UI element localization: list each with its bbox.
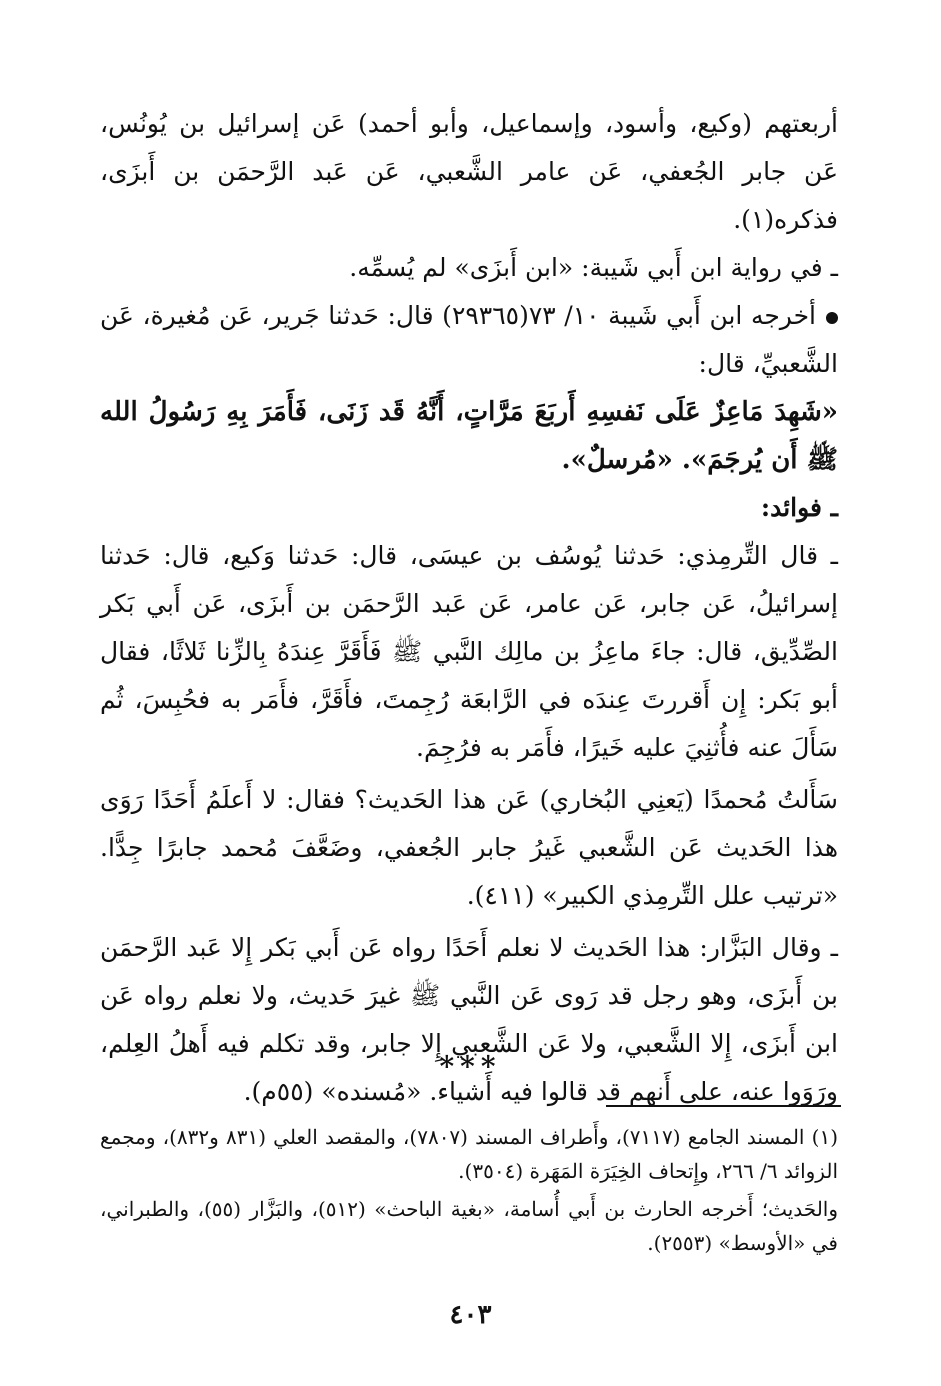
footnote-rule [606, 1105, 841, 1107]
paragraph-bazzar: ـ وقال البَزَّار: هذا الحَديث لا نعلم أَحَدًا رواه عَن أَبي بَكر إِلا عَبد الرَّحمَن بن أَبزَى، وهو رجل قد رَوى عَن النَّبي ﷺ غيرَ حَديث، ولا نعلم رواه عَن ابن أَبزَى، إِلا الشَّعبي، ولا عَن الشَّعبي إِلا جابر، وقد تكلم فيه أَهلُ العِلم، ورَوَوا عنه، على أَنهم قد قالوا فيه أَشياء. «مُسنده» (٥٥م). [100, 933, 838, 1106]
page-number: ٤٠٣ [449, 1300, 492, 1330]
paragraph-note: ـ في رواية ابن أَبي شَيبة: «ابن أَبزَى» لم يُسمِّه. [349, 253, 838, 282]
paragraph-bukhari: سَأَلتُ مُحمدًا (يَعنِي البُخاري) عَن هذا الحَديث؟ فقال: لا أَعلَمُ أَحَدًا رَوَى هذا الحَديث عَن الشَّعبي غَيرُ جابر الجُعفي، وضَعَّفَ مُحمد جابرًا جِدًّا. «ترتيب علل التِّرمِذي الكبير» (٤١١). [100, 785, 838, 910]
bullet-icon [826, 312, 838, 324]
main-text [100, 100, 838, 1116]
paragraph-bullet [100, 292, 838, 388]
hadith-text: «شَهِدَ مَاعِزٌ عَلَى نَفسِهِ أَربَعَ مَرَّاتٍ، أَنَّهُ قَد زَنَى، فَأَمَرَ بِهِ رَسُولُ الله ﷺ أَن يُرجَمَ». «مُرسلٌ». [100, 397, 838, 475]
footnotes [100, 1120, 838, 1264]
paragraph-chain: أربعتهم (وكيع، وأسود، وإسماعيل، وأبو أحمد) عَن إسرائيل بن يُونُس، عَن جابر الجُعفي، عَن عامر الشَّعبي، عَن عَبد الرَّحمَن بن أَبزَى، فذكره(١). [100, 109, 838, 234]
footnote-1: (١) المسند الجامع (٧١١٧)، وأَطراف المسند (٧٨٠٧)، والمقصد العلي (٨٣١ و٨٣٢)، ومجمع الزوائد ٦/ ٢٦٦، وإِتحاف الخِيَرَة المَهَرة (٣٥٠٤). [100, 1125, 839, 1183]
bullet-text: أخرجه ابن أَبي شَيبة ١٠/ ٧٣(٢٩٣٦٥) قال: حَدثنا جَرير، عَن مُغيرة، عَن الشَّعبيِّ، قال: [100, 301, 838, 378]
section-separator: *** [439, 1050, 502, 1083]
paragraph-tirmidhi: ـ قال التِّرمِذي: حَدثنا يُوسُف بن عيسَى، قال: حَدثنا وَكيع، قال: حَدثنا إسرائيلُ، عَن جابر، عَن عامر، عَن عَبد الرَّحمَن بن أَبزَى، عَن أَبي بَكر الصِّدِّيق، قال: جاءَ ماعِزُ بن مالِك النَّبي ﷺ فَأَقَرَّ عِندَهُ بِالزِّنا ثَلاثًا، فقال أبو بَكر: إِن أَقررتَ عِندَه في الرَّابعَة رُجِمتَ، فأَقَرَّ، فأَمَر به فحُبِسَ، ثُم سَأَلَ عنه فأُثنِيَ عليه خَيرًا، فأَمَر به فرُجِمَ. [100, 541, 838, 762]
section-heading: ـ فوائد: [760, 493, 838, 522]
footnote-2: والحَديث؛ أَخرجه الحارث بن أَبي أُسامة، «بغية الباحث» (٥١٢)، والبَزَّار (٥٥)، والطبراني، في «الأوسط» (٢٥٥٣). [100, 1197, 839, 1255]
